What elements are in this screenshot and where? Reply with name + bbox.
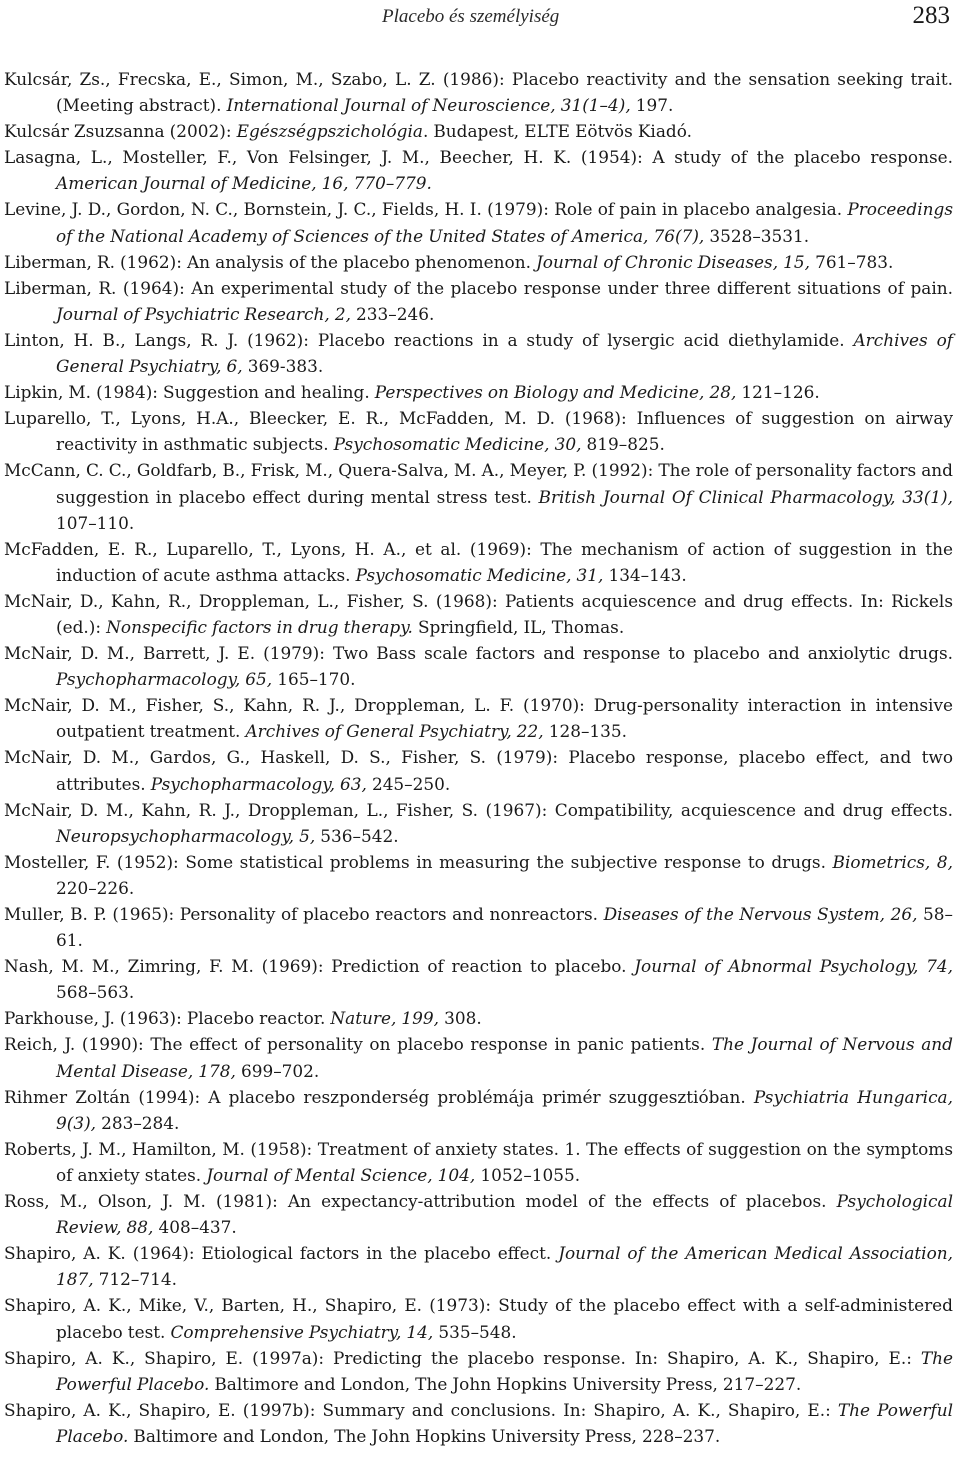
reference-pages: 128–135.	[543, 721, 628, 742]
reference-source: Neuropsychopharmacology, 5,	[56, 825, 316, 846]
reference-entry	[4, 1345, 953, 1397]
reference-pages: Springfield, IL, Thomas.	[412, 616, 625, 637]
reference-entry	[4, 1240, 953, 1292]
reference-pages: 107–110.	[56, 512, 135, 533]
reference-entry	[4, 196, 953, 248]
reference-pages: 536–542.	[315, 825, 399, 846]
reference-entry	[4, 327, 953, 379]
reference-citation: McNair, D. M., Gardos, G., Haskell, D. S., Fisher, S. (1979): Placebo response, placebo effect, and two attributes.	[4, 747, 953, 794]
reference-pages: 197.	[630, 95, 674, 116]
reference-citation: Shapiro, A. K., Shapiro, E. (1997b): Summary and conclusions. In: Shapiro, A. K., Shapiro, E.:	[4, 1399, 838, 1420]
reference-entry	[4, 536, 953, 588]
reference-citation: McNair, D. M., Kahn, R. J., Droppleman, L., Fisher, S. (1967): Compatibility, acquiescence and drug effects.	[4, 799, 953, 820]
reference-source: Biometrics, 8,	[832, 851, 953, 872]
reference-pages: 308.	[439, 1008, 482, 1029]
reference-citation: Linton, H. B., Langs, R. J. (1962): Placebo reactions in a study of lysergic acid diethylamide.	[4, 329, 854, 350]
reference-pages: 220–226.	[56, 877, 135, 898]
reference-citation: Roberts, J. M., Hamilton, M. (1958): Treatment of anxiety states. 1. The effects of suggestion on the symptoms of anxiety states.	[4, 1138, 953, 1185]
reference-citation: Shapiro, A. K. (1964): Etiological factors in the placebo effect.	[4, 1243, 559, 1264]
reference-pages: 761–783.	[810, 251, 894, 272]
reference-source: Psychopharmacology, 63,	[150, 773, 367, 794]
reference-citation: McNair, D. M., Fisher, S., Kahn, R. J., Droppleman, L. F. (1970): Drug-personality interaction in intensive outpatient treatment.	[4, 695, 953, 742]
reference-citation: Kulcsár Zsuzsanna (2002):	[4, 121, 237, 142]
reference-citation: Liberman, R. (1964): An experimental study of the placebo response under three different situations of pain.	[4, 277, 953, 298]
reference-source: International Journal of Neuroscience, 31(1–4),	[226, 95, 631, 116]
reference-source: The Powerful Placebo.	[56, 1399, 953, 1446]
reference-citation: Nash, M. M., Zimring, F. M. (1969): Prediction of reaction to placebo.	[4, 956, 635, 977]
reference-citation: Levine, J. D., Gordon, N. C., Bornstein, J. C., Fields, H. I. (1979): Role of pain in placebo analgesia.	[4, 199, 848, 220]
reference-source: Egészségpszichológia	[236, 121, 423, 142]
reference-pages: 58–61.	[56, 904, 953, 951]
reference-source: Diseases of the Nervous System, 26,	[603, 904, 918, 924]
reference-entry	[4, 457, 953, 535]
reference-entry	[4, 1136, 953, 1188]
reference-pages: 699–702.	[235, 1060, 320, 1081]
reference-source: Psychological Review, 88,	[56, 1191, 953, 1238]
reference-citation: Rihmer Zoltán (1994): A placebo reszponderség problémája primér szuggesztióban.	[4, 1086, 754, 1107]
reference-source: Journal of the American Medical Association, 187,	[56, 1243, 953, 1290]
reference-pages: 535–548.	[433, 1321, 517, 1342]
reference-source: Nature, 199,	[330, 1008, 440, 1029]
reference-entry	[4, 405, 953, 457]
reference-entry	[4, 249, 953, 275]
reference-entry	[4, 66, 953, 118]
reference-source: Journal of Chronic Diseases, 15,	[536, 251, 810, 272]
reference-citation: Ross, M., Olson, J. M. (1981): An expectancy-attribution model of the effects of placebos.	[4, 1191, 837, 1212]
reference-entry	[4, 1031, 953, 1083]
reference-citation: McNair, D., Kahn, R., Droppleman, L., Fisher, S. (1968): Patients acquiescence and drug effects. In: Rickels (ed.):	[4, 590, 953, 637]
reference-entry	[4, 1397, 953, 1449]
reference-entry	[4, 744, 953, 796]
reference-entry	[4, 692, 953, 744]
reference-source: Psychopharmacology, 65,	[56, 669, 273, 690]
reference-source: Proceedings of the National Academy of Sciences of the United States of America, 76(7),	[56, 199, 953, 246]
reference-entry	[4, 1188, 953, 1240]
running-title: Placebo és személyiség	[382, 6, 560, 27]
reference-pages: 233–246.	[350, 303, 435, 324]
reference-source: Psychiatria Hungarica, 9(3),	[56, 1086, 953, 1133]
reference-source: Perspectives on Biology and Medicine, 28,	[374, 382, 737, 403]
reference-citation: Lasagna, L., Mosteller, F., Von Felsinger, J. M., Beecher, H. K. (1954): A study of the placebo response.	[4, 147, 953, 168]
reference-entry	[4, 144, 953, 196]
reference-pages: 283–284.	[96, 1112, 180, 1133]
reference-pages: 819–825.	[581, 434, 665, 455]
reference-pages: 369-383.	[242, 356, 324, 377]
page-number: 283	[912, 2, 950, 29]
reference-source: Archives of General Psychiatry, 22,	[245, 721, 544, 742]
reference-entry	[4, 953, 953, 1005]
reference-source: The Journal of Nervous and Mental Disease, 178,	[56, 1034, 953, 1081]
reference-citation: Reich, J. (1990): The effect of personality on placebo response in panic patients.	[4, 1034, 712, 1055]
reference-source: The Powerful Placebo.	[56, 1347, 953, 1394]
reference-citation: Liberman, R. (1962): An analysis of the placebo phenomenon.	[4, 251, 537, 272]
reference-source: Psychosomatic Medicine, 31,	[355, 564, 604, 585]
reference-source: Psychosomatic Medicine, 30,	[333, 434, 582, 455]
reference-citation: Parkhouse, J. (1963): Placebo reactor.	[4, 1008, 331, 1029]
reference-entry	[4, 1292, 953, 1344]
reference-pages: Baltimore and London, The John Hopkins University Press, 228–237.	[128, 1425, 721, 1446]
reference-citation: Lipkin, M. (1984): Suggestion and healing.	[4, 382, 375, 403]
reference-source: Nonspecific factors in drug therapy.	[106, 616, 413, 637]
reference-pages: 245–250.	[366, 773, 451, 794]
reference-source: Archives of General Psychiatry, 6,	[56, 329, 953, 377]
reference-pages: 165–170.	[272, 669, 356, 690]
reference-entry	[4, 588, 953, 640]
reference-entry	[4, 901, 953, 953]
reference-entry	[4, 640, 953, 692]
reference-source: Comprehensive Psychiatry, 14,	[170, 1321, 434, 1342]
reference-citation: McFadden, E. R., Luparello, T., Lyons, H. A., et al. (1969): The mechanism of action of suggestion in the induction of acute asthma attacks.	[4, 538, 953, 585]
reference-citation: Shapiro, A. K., Mike, V., Barten, H., Shapiro, E. (1973): Study of the placebo effect with a self-administered placebo test.	[4, 1295, 953, 1342]
reference-entry	[4, 379, 953, 405]
reference-pages: 3528–3531.	[704, 225, 810, 246]
reference-pages: 1052–1055.	[475, 1164, 581, 1185]
reference-pages: . Budapest, ELTE Eötvös Kiadó.	[422, 121, 692, 142]
reference-source: Journal of Mental Science, 104,	[206, 1164, 476, 1185]
running-header	[0, 2, 960, 42]
reference-pages: Baltimore and London, The John Hopkins University Press, 217–227.	[209, 1373, 802, 1394]
reference-source: British Journal Of Clinical Pharmacology, 33(1),	[538, 486, 953, 507]
reference-entry	[4, 849, 953, 901]
reference-pages: 134–143.	[603, 564, 687, 585]
reference-citation: Kulcsár, Zs., Frecska, E., Simon, M., Szabo, L. Z. (1986): Placebo reactivity and the sensation seeking trait. (Meeting abstract).	[4, 69, 953, 116]
reference-source: Journal of Psychiatric Research, 2,	[56, 303, 351, 324]
reference-citation: McCann, C. C., Goldfarb, B., Frisk, M., Quera-Salva, M. A., Meyer, P. (1992): The role of personality factors and suggestion in placebo effect during mental stress test.	[4, 460, 953, 507]
reference-pages: 121–126.	[736, 382, 820, 403]
reference-citation: Muller, B. P. (1965): Personality of placebo reactors and nonreactors.	[4, 904, 604, 924]
reference-entry	[4, 797, 953, 849]
reference-pages: 712–714.	[93, 1269, 177, 1290]
reference-pages: 408–437.	[153, 1217, 237, 1238]
reference-citation: Mosteller, F. (1952): Some statistical problems in measuring the subjective response to drugs.	[4, 851, 833, 872]
reference-citation: Luparello, T., Lyons, H.A., Bleecker, E. R., McFadden, M. D. (1968): Influences of suggestion on airway reactivity in asthmatic subjects.	[4, 408, 953, 455]
reference-source: Journal of Abnormal Psychology, 74,	[634, 956, 953, 977]
reference-entry	[4, 1084, 953, 1136]
reference-citation: McNair, D. M., Barrett, J. E. (1979): Two Bass scale factors and response to placebo and anxiolytic drugs.	[4, 643, 953, 664]
reference-entry	[4, 118, 953, 144]
reference-source: American Journal of Medicine, 16, 770–779.	[56, 173, 432, 194]
reference-entry	[4, 1005, 953, 1031]
reference-list	[4, 66, 953, 1449]
reference-citation: Shapiro, A. K., Shapiro, E. (1997a): Predicting the placebo response. In: Shapiro, A. K., Shapiro, E.:	[4, 1347, 921, 1368]
reference-pages: 568–563.	[56, 982, 135, 1003]
reference-entry	[4, 275, 953, 327]
